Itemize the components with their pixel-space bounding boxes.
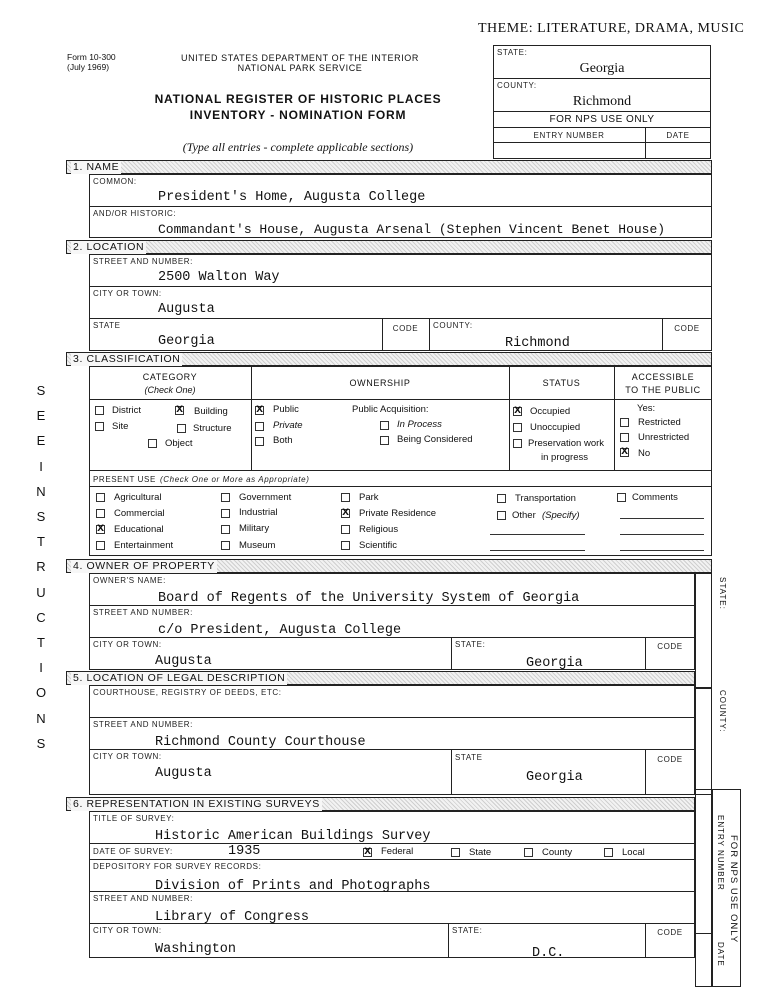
common-name[interactable]: President's Home, Augusta College [158,190,426,205]
owner-street-value[interactable]: c/o President, Augusta College [158,623,402,638]
side-entry-box [695,789,712,987]
theme-label: THEME: LITERATURE, DRAMA, MUSIC [478,21,745,36]
state-label: STATE [93,321,121,330]
legal-city-value[interactable]: Augusta [155,766,212,781]
accessible-header-2: TO THE PUBLIC [625,385,701,395]
state-code-label: CODE [392,324,419,333]
district-checkbox[interactable] [95,406,104,415]
commercial-checkbox[interactable] [96,509,105,518]
form-title-1: NATIONAL REGISTER OF HISTORIC PLACES [154,92,442,106]
common-label: COMMON: [93,177,137,186]
building-checkbox[interactable] [175,406,184,415]
park-checkbox[interactable] [341,493,350,502]
educational-label: Educational [114,524,164,535]
legal-street-label: STREET AND NUMBER: [93,720,193,729]
structure-label: Structure [193,423,232,434]
other-label: Other [512,510,536,521]
legal-street-value[interactable]: Richmond County Courthouse [155,735,366,750]
in-process-checkbox[interactable] [380,421,389,430]
side-state-label: STATE: [718,577,727,610]
owner-name-label: OWNER'S NAME: [93,576,166,585]
survey-title-label: TITLE OF SURVEY: [93,814,175,823]
owner-code-label: CODE [657,642,683,651]
private-residence-checkbox[interactable] [341,509,350,518]
private-checkbox[interactable] [255,422,264,431]
agency-line-2: NATIONAL PARK SERVICE [237,63,363,73]
government-checkbox[interactable] [221,493,230,502]
district-label: District [112,405,142,416]
status-header: STATUS [542,378,581,388]
transportation-label: Transportation [515,493,576,504]
nps-use-only: FOR NPS USE ONLY [549,114,655,125]
county-code-label: CODE [674,324,700,333]
county-survey-label: County [542,847,573,858]
transportation-checkbox[interactable] [497,494,506,503]
survey-city-value[interactable]: Washington [155,942,237,957]
depository-value[interactable]: Division of Prints and Photographs [155,879,431,894]
industrial-checkbox[interactable] [221,509,230,518]
legal-city-label: CITY OR TOWN: [93,752,162,761]
occupied-checkbox[interactable] [513,407,522,416]
scientific-label: Scientific [359,540,398,551]
category-header: CATEGORY [142,372,198,382]
section-5-header [66,671,695,685]
other-line-2[interactable] [490,550,585,551]
header-county-label: COUNTY: [497,81,537,90]
entry-number-label: ENTRY NUMBER [533,131,605,140]
accessible-header-1: ACCESSIBLE [631,372,695,382]
being-considered-checkbox[interactable] [380,436,389,445]
museum-label: Museum [239,540,276,551]
street-value[interactable]: 2500 Walton Way [158,270,280,285]
present-use-note: (Check One or More as Appropriate) [160,475,310,484]
federal-label: Federal [381,846,414,857]
courthouse-label: COURTHOUSE, REGISTRY OF DEEDS, ETC: [93,688,282,697]
owner-state-label: STATE: [455,640,486,649]
county-label: COUNTY: [433,321,473,330]
state-survey-checkbox[interactable] [451,848,460,857]
side-county-box [695,688,712,795]
type-instruction: (Type all entries - complete applicable sections) [182,140,414,154]
unoccupied-checkbox[interactable] [513,423,522,432]
military-label: Military [239,523,270,534]
section-6-title: 6. REPRESENTATION IN EXISTING SURVEYS [73,798,320,810]
historic-name[interactable]: Commandant's House, Augusta Arsenal (Stephen Vincent Benet House) [158,222,666,237]
survey-date-value[interactable]: 1935 [228,844,261,859]
federal-checkbox[interactable] [363,848,372,857]
commercial-label: Commercial [114,508,165,519]
private-label: Private [273,420,303,431]
survey-state-value[interactable]: D.C. [532,946,565,961]
agricultural-label: Agricultural [114,492,162,503]
section-2-title: 2. LOCATION [73,241,145,253]
state-value[interactable]: Georgia [158,334,215,349]
section-1-header [66,160,712,174]
county-survey-checkbox[interactable] [524,848,533,857]
public-label: Public [273,404,299,415]
industrial-label: Industrial [239,507,278,518]
survey-state-label: STATE: [452,926,483,935]
entry-date-label: DATE [666,131,690,140]
entertainment-checkbox[interactable] [96,541,105,550]
religious-checkbox[interactable] [341,525,350,534]
form-number: Form 10-300 [67,52,116,62]
both-checkbox[interactable] [255,437,264,446]
survey-date-label: DATE OF SURVEY: [93,847,173,856]
military-checkbox[interactable] [221,525,230,534]
agricultural-checkbox[interactable] [96,493,105,502]
section-3-title: 3. CLASSIFICATION [73,353,181,365]
form-title-2: INVENTORY - NOMINATION FORM [189,108,407,122]
preservation-label-2: in progress [541,452,588,463]
side-date-label: DATE [716,942,725,967]
in-process-label: In Process [397,419,442,430]
museum-checkbox[interactable] [221,541,230,550]
preservation-checkbox[interactable] [513,439,522,448]
comments-line-1[interactable] [620,518,704,519]
side-state-box [695,573,712,688]
side-entry-number-label: ENTRY NUMBER [716,815,725,891]
owner-state-value[interactable]: Georgia [526,656,583,671]
survey-code-label: CODE [657,928,683,937]
comments-line-2[interactable] [620,534,704,535]
owner-city-value[interactable]: Augusta [155,654,212,669]
legal-code-label: CODE [657,755,683,764]
structure-checkbox[interactable] [177,424,186,433]
comments-checkbox[interactable] [617,493,626,502]
county-value[interactable]: Richmond [505,336,570,351]
no-checkbox[interactable] [620,448,629,457]
depository-label: DEPOSITORY FOR SURVEY RECORDS: [93,862,262,871]
section-4-header [66,559,712,573]
form-date: (July 1969) [67,62,110,72]
city-label: CITY OR TOWN: [93,289,162,298]
other-line-1[interactable] [490,534,585,535]
street-label: STREET AND NUMBER: [93,257,193,266]
side-county-label: COUNTY: [718,690,727,733]
survey-street-value[interactable]: Library of Congress [155,910,309,925]
scientific-checkbox[interactable] [341,541,350,550]
preservation-label-1: Preservation work [528,438,605,449]
comments-label: Comments [632,492,678,503]
unrestricted-checkbox[interactable] [620,433,629,442]
site-label: Site [112,421,129,432]
restricted-checkbox[interactable] [620,418,629,427]
section-4-title: 4. OWNER OF PROPERTY [73,560,215,572]
restricted-label: Restricted [638,417,681,428]
survey-title-value[interactable]: Historic American Buildings Survey [155,829,431,844]
section-3-header [66,352,712,366]
both-label: Both [273,435,293,446]
section-5-title: 5. LOCATION OF LEGAL DESCRIPTION [73,672,286,684]
site-checkbox[interactable] [95,422,104,431]
agency-line-1: UNITED STATES DEPARTMENT OF THE INTERIOR [180,53,420,63]
section-2-header [66,240,712,254]
unoccupied-label: Unoccupied [530,422,581,433]
survey-street-label: STREET AND NUMBER: [93,894,193,903]
legal-state-label: STATE [455,753,483,762]
religious-label: Religious [359,524,399,535]
government-label: Government [239,492,292,503]
owner-name-value[interactable]: Board of Regents of the University System of Georgia [158,591,580,606]
specify-label: (Specify) [542,510,580,521]
object-checkbox[interactable] [148,439,157,448]
park-label: Park [359,492,379,503]
check-one-note: (Check One) [144,385,196,395]
other-checkbox[interactable] [497,511,506,520]
entertainment-label: Entertainment [114,540,174,551]
section-6-header [66,797,695,811]
present-use-label: PRESENT USE [93,475,156,484]
section-1-title: 1. NAME [73,161,120,173]
header-state-value[interactable]: Georgia [579,61,625,76]
legal-state-value[interactable]: Georgia [526,770,583,785]
comments-line-3[interactable] [620,550,704,551]
no-label: No [638,448,651,459]
private-residence-label: Private Residence [359,508,437,519]
educational-checkbox[interactable] [96,525,105,534]
local-survey-checkbox[interactable] [604,848,613,857]
occupied-label: Occupied [530,406,571,417]
unrestricted-label: Unrestricted [638,432,690,443]
survey-city-label: CITY OR TOWN: [93,926,162,935]
header-state-label: STATE: [497,48,528,57]
historic-label: AND/OR HISTORIC: [93,209,177,218]
public-checkbox[interactable] [255,406,264,415]
owner-street-label: STREET AND NUMBER: [93,608,193,617]
ownership-header: OWNERSHIP [349,378,411,388]
yes-label: Yes: [637,403,656,414]
state-survey-label: State [469,847,492,858]
being-considered-label: Being Considered [397,434,473,445]
side-nps-label: FOR NPS USE ONLY [728,835,739,944]
see-instructions-vertical: SEE INSTRUCTIONS [36,383,49,751]
city-value[interactable]: Augusta [158,302,215,317]
building-label: Building [194,406,228,417]
public-acquisition-label: Public Acquisition: [352,404,429,415]
owner-city-label: CITY OR TOWN: [93,640,162,649]
local-survey-label: Local [622,847,645,858]
header-county-value[interactable]: Richmond [572,94,632,109]
object-label: Object [165,438,193,449]
